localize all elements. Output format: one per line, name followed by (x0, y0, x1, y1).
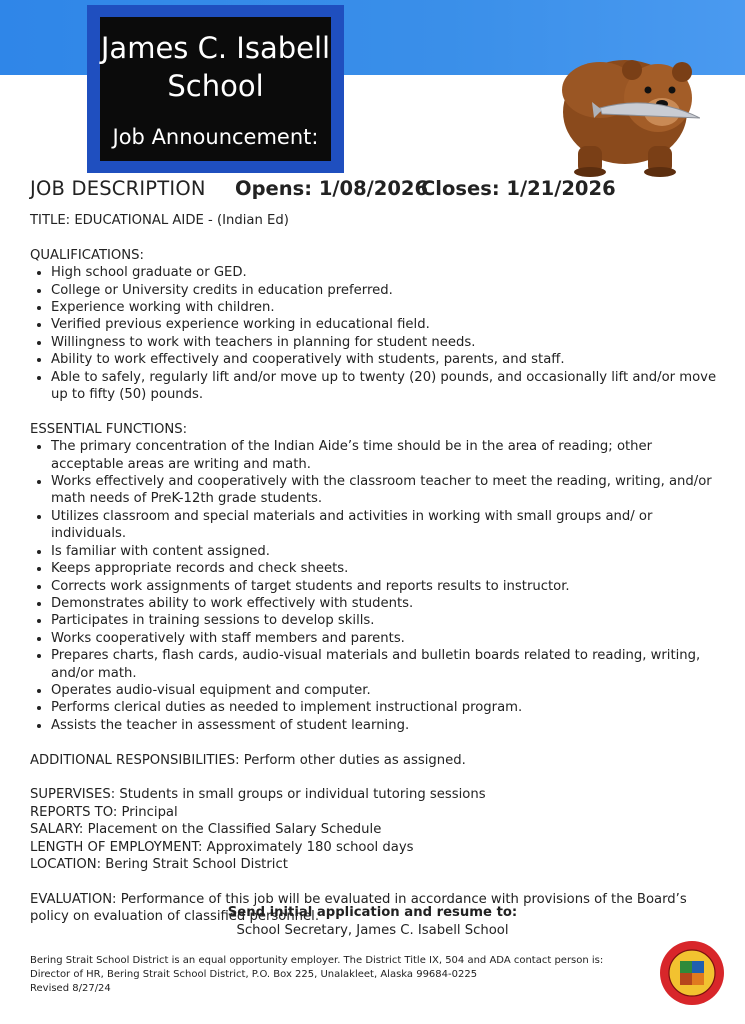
list-item: • Utilizes classroom and special materials and activities in working with small groups and/ or individuals. (51, 508, 720, 543)
title-panel (100, 17, 331, 161)
list-item: • Experience working with children. (51, 299, 720, 316)
send-application-block (0, 904, 745, 940)
list-item: • Assists the teacher in assessment of student learning. (51, 717, 720, 734)
send-heading: Send initial application and resume to: (227, 905, 518, 920)
job-title: TITLE: EDUCATIONAL AIDE - (Indian Ed) (30, 213, 289, 228)
list-item: • Able to safely, regularly lift and/or move up to twenty (20) pounds, and occasionally lift and/or move up to fifty (50) pounds. (51, 369, 720, 404)
list-item: • Verified previous experience working in educational field. (51, 316, 720, 333)
reports-to: REPORTS TO: Principal (30, 804, 178, 820)
qualifications-label: QUALIFICATIONS: (30, 247, 144, 263)
footer (30, 954, 640, 997)
list-item: • The primary concentration of the Indian Aide’s time should be in the area of reading; other acceptable areas are writing and math. (51, 438, 720, 473)
footer-line2: Director of HR, Bering Strait School District, P.O. Box 225, Unalakleet, Alaska 99684-0225 (30, 969, 478, 981)
essential-functions-label: ESSENTIAL FUNCTIONS: (30, 421, 188, 437)
announcement-label: Job Announcement: (112, 125, 319, 149)
length-of-employment: LENGTH OF EMPLOYMENT: Approximately 180 school days (30, 839, 414, 855)
title-box (87, 5, 344, 173)
opens-date: Opens: 1/08/2026 (235, 177, 429, 200)
footer-line3: Revised 8/27/24 (30, 983, 111, 995)
list-item: • Willingness to work with teachers in planning for student needs. (51, 334, 720, 351)
additional-responsibilities: ADDITIONAL RESPONSIBILITIES: Perform other duties as assigned. (30, 752, 466, 768)
job-content (30, 212, 720, 926)
list-item: • Performs clerical duties as needed to implement instructional program. (51, 699, 720, 716)
footer-line1: Bering Strait School District is an equal opportunity employer. The District Title IX, 504 and ADA contact person is: (30, 955, 604, 966)
location: LOCATION: Bering Strait School District (30, 856, 288, 872)
send-recipient: School Secretary, James C. Isabell School (236, 923, 509, 938)
list-item: • Works cooperatively with staff members and parents. (51, 630, 720, 647)
list-item: • Operates audio-visual equipment and computer. (51, 682, 720, 699)
list-item: • Corrects work assignments of target students and reports results to instructor. (51, 578, 720, 595)
list-item: • Ability to work effectively and cooperatively with students, parents, and staff. (51, 351, 720, 368)
school-name-line2: School (167, 69, 264, 103)
heading-row (30, 177, 616, 200)
supervises: SUPERVISES: Students in small groups or individual tutoring sessions (30, 787, 486, 803)
qualifications-list (30, 264, 720, 403)
evaluation: EVALUATION: Performance of this job will be evaluated in accordance with provisions of the Board’s policy on evaluation of classified personnel. (30, 891, 687, 925)
essential-functions-list (30, 438, 720, 734)
list-item: • Participates in training sessions to develop skills. (51, 612, 720, 629)
bear-mascot-icon (540, 30, 700, 178)
list-item: • Keeps appropriate records and check sheets. (51, 560, 720, 577)
list-item: • College or University credits in education preferred. (51, 282, 720, 299)
salary: SALARY: Placement on the Classified Salary Schedule (30, 822, 382, 838)
closes-date: Closes: 1/21/2026 (421, 177, 616, 200)
list-item: • Is familiar with content assigned. (51, 543, 720, 560)
list-item: • Demonstrates ability to work effectively with students. (51, 595, 720, 612)
job-description-heading: JOB DESCRIPTION (30, 177, 206, 200)
list-item: • High school graduate or GED. (51, 264, 720, 281)
list-item: • Works effectively and cooperatively with the classroom teacher to meet the reading, writing, and/or math needs of PreK-12th grade students. (51, 473, 720, 508)
list-item: • Prepares charts, flash cards, audio-visual materials and bulletin boards related to reading, writing, and/or math. (51, 647, 720, 682)
school-name-line1: James C. Isabell (100, 31, 331, 65)
district-seal-icon (659, 940, 725, 1006)
